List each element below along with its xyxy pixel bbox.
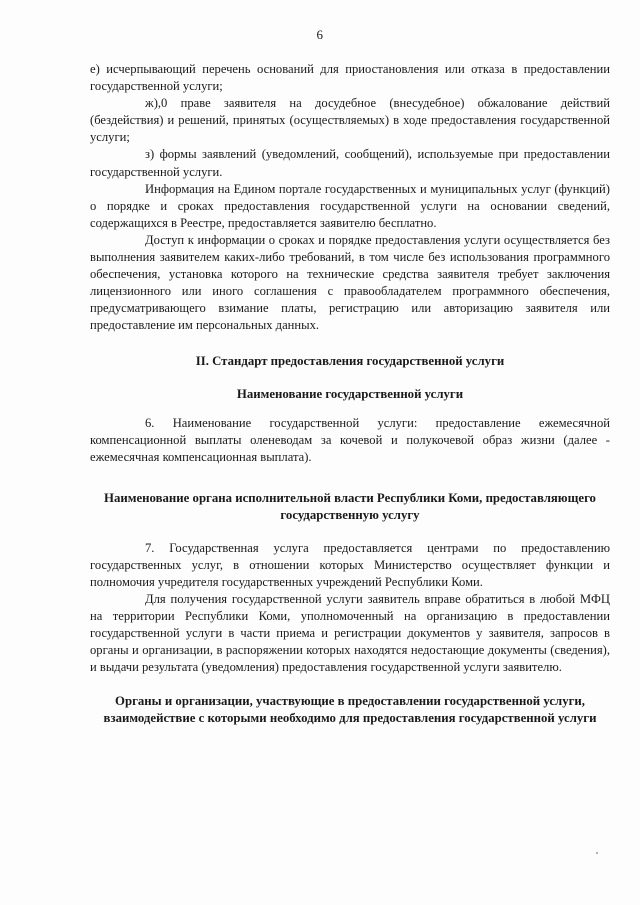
paragraph-zh: ж),0 праве заявителя на досудебное (внесудебное) обжалование действий (бездействия) и решений, принятых (осуществляемых) в ходе предоставления государственной услуги;	[90, 96, 610, 145]
paragraph-mfc: Для получения государственной услуги заявитель вправе обратиться в любой МФЦ на территории Республики Коми, уполномоченный на организацию в предоставлении государственной услуги в части приема и регистрации документов у заявителя, запросов в органы и организации, в распоряжении которых находятся недостающие документы (сведения), и выдачи результата (уведомления) предоставления государственной услуги заявителю.	[90, 592, 610, 675]
subheading-service-name: Наименование государственной услуги	[236, 386, 464, 401]
page-number: 6	[316, 27, 324, 42]
paragraph-6: 6. Наименование государственной услуги: предоставление ежемесячной компенсационной выплаты оленеводам за кочевой и полукочевой образ жизни (далее - ежемесячная компенсационная выплата).	[90, 415, 610, 464]
scan-speck	[596, 852, 598, 854]
section-heading: II. Стандарт предоставления государственной услуги	[195, 353, 505, 368]
paragraph-z: з) формы заявлений (уведомлений, сообщений), используемые при предоставлении государственной услуги.	[90, 147, 610, 179]
heading-executive-organ: Наименование органа исполнительной власти Республики Коми, предоставляющего государственную услугу	[104, 490, 596, 522]
paragraph-e: е) исчерпывающий перечень оснований для приостановления или отказа в предоставлении государственной услуги;	[90, 62, 610, 94]
paragraph-access: Доступ к информации о сроках и порядке предоставления услуги осуществляется без выполнения заявителем каких-либо требований, в том числе без использования программного обеспечения, установка которого на технические средства заявителя требует заключения лицензионного или иного соглашения с правообладателем программного обеспечения, предусматривающего взимание платы, регистрацию или авторизацию заявителя или предоставление им персональных данных.	[90, 232, 610, 333]
paragraph-7: 7. Государственная услуга предоставляется центрами по предоставлению государственных услуг, в отношении которых Министерство осуществляет функции и полномочия учредителя государственных учреждений Республики Коми.	[90, 540, 610, 589]
heading-participating-orgs: Органы и организации, участвующие в предоставлении государственной услуги, взаимодействие с которыми необходимо для предоставления государственной услуги	[103, 693, 597, 725]
paragraph-portal-info: Информация на Едином портале государственных и муниципальных услуг (функций) о порядке и сроках предоставления государственной услуги на основании сведений, содержащихся в Реестре, предоставляется заявителю бесплатно.	[90, 181, 610, 230]
document-body	[90, 61, 610, 727]
